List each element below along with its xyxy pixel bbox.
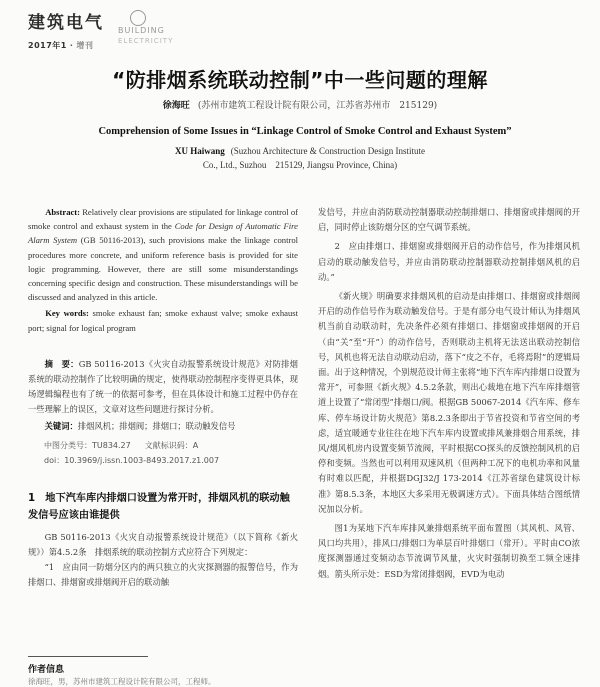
document-code: 文献标识码：A <box>144 440 199 450</box>
right-para-0: 发信号，并应由消防联动控制器联动控制排烟口、排烟窗或排烟阀的开启，同时停止该防烟分区的空气调节系统。 <box>318 207 580 233</box>
abstract-en-label: Abstract: <box>45 207 81 217</box>
keywords-cn-text: 排烟风机；排烟阀；排烟口；联动触发信号 <box>77 420 236 431</box>
author-affiliation-en-1: (Suzhou Architecture & Construction Design Institute <box>230 146 425 156</box>
article-title-en: Comprehension of Some Issues in “Linkage Control of Smoke Control and Exhaust System” <box>98 126 512 137</box>
issue-separator: · <box>69 41 74 50</box>
author-name-en: XU Haiwang <box>175 146 225 156</box>
keywords-en <box>28 306 298 334</box>
tag-building: BUILDING <box>118 26 165 35</box>
logo-mark-icon <box>130 10 146 26</box>
journal-tagline <box>118 26 173 46</box>
author-affiliation-cn: (苏州市建筑工程设计院有限公司，江苏省苏州市 215129) <box>197 101 438 111</box>
clc-number: 中图分类号：TU834.27 <box>44 440 131 450</box>
keywords-en-label: Key words: <box>45 308 89 319</box>
abstract-en-text-1: Relatively clear provisions are stipulated for linkage control of smoke control and exhaust system in the <box>28 207 299 232</box>
section-1-para-2: “1 应由同一防烟分区内的两只独立的火灾探测器的报警信号，作为排烟口、排烟窗或排烟阀开启的联动触 <box>28 562 298 588</box>
article-title-cn: “防排烟系统联动控制”中一些问题的理解 <box>112 68 488 92</box>
author-info-label: 作者信息 <box>28 665 65 675</box>
abstract-cn-text: GB 50116-2013《火灾自动报警系统设计规范》对防排烟系统的联动控制作了比较明确的规定，使得联动控制程序变得更具体，现场逻辑编程也有了统一的依据可参考，但在具体设计和施工过程中仍存在一些理解上的误区，文章对这些问题进行探讨分析。 <box>28 358 298 414</box>
abstract-en-text-2: (GB 50116-2013), such provisions make the linkage control procedures more concrete, and uniform reference basis is provided for site logic programming. However, there are still some misunderstandings concerning specific design and construction. These misunderstandings will be discussed and analyzed in this article. <box>28 235 298 303</box>
left-column <box>28 205 298 591</box>
right-column <box>318 205 580 586</box>
footer-divider <box>28 656 148 657</box>
keywords-en-text: smoke exhaust fan; smoke exhaust valve; smoke exhaust port; signal for logical program <box>28 308 298 333</box>
right-para-2: 《新火规》明确要求排烟风机的启动是由排烟口、排烟窗或排烟阀开启的动作信号作为联动触发信号。于是有部分电气设计师认为排烟风机当前自动联动时，先决条件必须有排烟口、排烟窗或排烟阀的开启（由“关”至“开”）的动作信号，否则联动主机将无法送出联动控制信号，风机也将无法自动联动启动，落下“皮之不存，毛将焉附”的逻辑局面。出于这种情况，个别规范设计师主张将“地下汽车库内排烟口设置为常开”，可参照《新火规》4.5.2条款，则出心裁地在地下汽车库排烟管道上设置了“常闭型”排烟口/阀。根据GB 50067-2014《汽车库、修车库、停车场设计防火规范》第8.2.3条即出于节省投资和节省空间的考虑，适宜暖通专业往往在地下汽车库内设置或排风兼排烟合用系统，排风/烟风机房内设置变频节流阀，平时根据CO探头的反馈控制风机的启停和变频。当然也可以利用双速风机（但两种工况下的电机功率和风量有时难以匹配，并根据DGJ32/J 173-2014《江苏省绿色建筑设计标准》第8.5.3条，本地区大多采用无极调速方式）。下面具体结合图纸情况加以分析。 <box>318 291 580 514</box>
classification-meta <box>28 438 298 468</box>
section-1-heading: 1 地下汽车库内排烟口设置为常开时，排烟风机的联动触发信号应该由谁提供 <box>28 492 290 521</box>
tag-electricity: ELECTRICITY <box>118 37 174 45</box>
abstract-en-code-title: Code for Design of Automatic Fire Alarm System <box>28 221 298 246</box>
issue-supplement: 增刊 <box>76 41 94 50</box>
abstract-cn-label: 摘 要： <box>44 358 79 369</box>
keywords-cn <box>28 419 298 434</box>
author-affiliation-en-2: Co., Ltd., Suzhou 215129, Jiangsu Province, China) <box>202 160 398 170</box>
abstract-en <box>28 205 298 304</box>
right-para-1: 2 应由排烟口、排烟窗或排烟阀开启的动作信号，作为排烟风机启动的联动触发信号，并应由消防联动控制器联动控制排烟风机的启动。” <box>318 241 580 282</box>
author-info-line: 徐海旺，男，苏州市建筑工程设计院有限公司，工程师。 <box>28 677 216 686</box>
author-block-en <box>0 144 600 172</box>
section-1-para-1: GB 50116-2013《火灾自动报警系统设计规范》（以下简称《新火规》）第4.5.2条 排烟系统的联动控制方式应符合下列规定： <box>28 531 298 558</box>
journal-logo: 建筑电气 <box>28 13 104 33</box>
issue-number: 2017年1 <box>28 41 67 50</box>
keywords-cn-label: 关键词： <box>44 420 78 431</box>
right-para-3: 图1为某地下汽车库排风兼排烟系统平面布置图（其风机、风管、风口均共用），排风口/排烟口为单层百叶排烟口（常开）。平时由CO浓度探测器通过变频动态节流调节风量，火灾时强制切换至工频全速排烟。箭头所示处：ESD为常闭排烟阀，EVD为电动 <box>318 523 580 579</box>
issue-label <box>28 40 93 51</box>
abstract-cn <box>28 357 298 417</box>
doi: doi：10.3969/j.issn.1003-8493.2017.z1.007 <box>44 455 220 465</box>
author-line-cn <box>0 98 600 111</box>
author-name-cn: 徐海旺 <box>162 101 190 111</box>
